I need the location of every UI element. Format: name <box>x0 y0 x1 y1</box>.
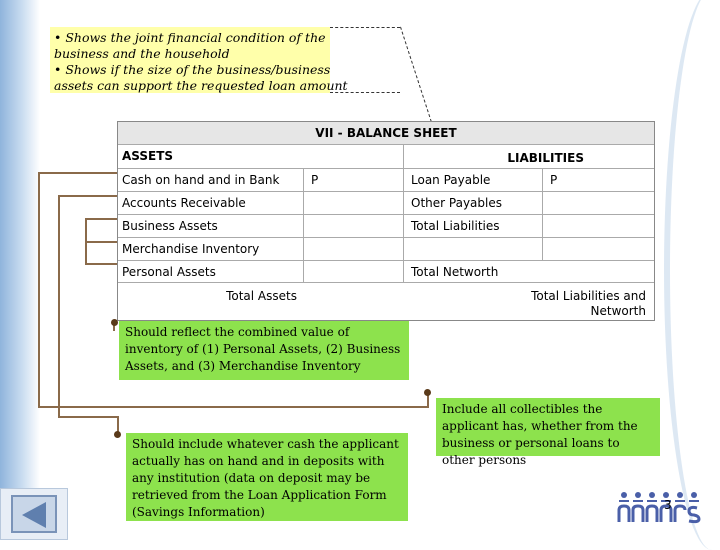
column-divider <box>303 191 304 282</box>
total-assets-label: Total Assets <box>226 289 297 303</box>
connector-line <box>58 195 117 197</box>
note-line: assets can support the requested loan amount <box>54 78 348 93</box>
liabilities-header: LIABILITIES <box>507 151 584 165</box>
connector-line <box>38 172 40 407</box>
connector-dot <box>111 319 118 326</box>
liability-label: Loan Payable <box>411 173 491 187</box>
table-row <box>118 191 654 215</box>
asset-label: Business Assets <box>122 219 218 233</box>
total-liabilities-line: Networth <box>590 304 646 318</box>
table-row <box>118 214 654 238</box>
note-line: • Shows if the size of the business/business <box>54 62 331 77</box>
liability-label: Total Networth <box>411 265 499 279</box>
column-divider <box>303 168 304 191</box>
asset-label: Accounts Receivable <box>122 196 246 210</box>
note-line: business and the household <box>54 46 230 61</box>
total-liabilities-line: Total Liabilities and <box>531 289 646 303</box>
liability-value: P <box>550 173 558 187</box>
asset-label: Personal Assets <box>122 265 216 279</box>
right-decorative-arc <box>664 0 720 550</box>
connector-line <box>58 195 60 417</box>
note-purpose <box>50 27 348 93</box>
triangle-left-icon <box>22 502 46 528</box>
connector-line <box>85 263 117 265</box>
callout-dashed-line <box>400 26 434 126</box>
header-row <box>118 144 654 169</box>
note-personal-assets: Should reflect the combined value of inventory of (1) Personal Assets, (2) Business Assets, and (3) Merchandise Inventory <box>119 321 409 380</box>
previous-slide-button[interactable] <box>11 495 57 533</box>
connector-line <box>85 241 117 243</box>
total-liabilities-label <box>403 283 654 321</box>
column-divider <box>542 168 543 260</box>
note-cash: Should include whatever cash the applicant actually has on hand and in deposits with any institution (data on deposit may be retrieved from the Loan Application Form (Savings Information) <box>126 433 408 521</box>
callout-dashed-bracket <box>330 27 400 93</box>
balance-sheet-table <box>117 121 655 321</box>
liability-label: Total Liabilities <box>411 219 500 233</box>
asset-label: Cash on hand and in Bank <box>122 173 280 187</box>
connector-line <box>38 172 117 174</box>
column-divider <box>403 144 404 282</box>
page-number: 3 <box>664 498 672 512</box>
table-row <box>118 237 654 261</box>
totals-row <box>118 282 654 321</box>
left-decorative-band <box>0 0 40 540</box>
nav-panel <box>0 488 68 540</box>
asset-value: P <box>311 173 319 187</box>
asset-label: Merchandise Inventory <box>122 242 260 256</box>
note-line: • Shows the joint financial condition of the <box>54 30 326 45</box>
connector-line <box>38 406 428 408</box>
connector-line <box>58 416 118 418</box>
connector-dot <box>424 389 431 396</box>
liability-label: Other Payables <box>411 196 502 210</box>
assets-header: ASSETS <box>122 149 174 163</box>
connector-line <box>85 218 117 220</box>
table-row <box>118 260 654 283</box>
balance-sheet-title: VII - BALANCE SHEET <box>118 122 654 144</box>
connector-dot <box>114 431 121 438</box>
table-row <box>118 168 654 192</box>
note-collectibles: Include all collectibles the applicant has, whether from the business or personal loans to other persons <box>436 398 660 456</box>
